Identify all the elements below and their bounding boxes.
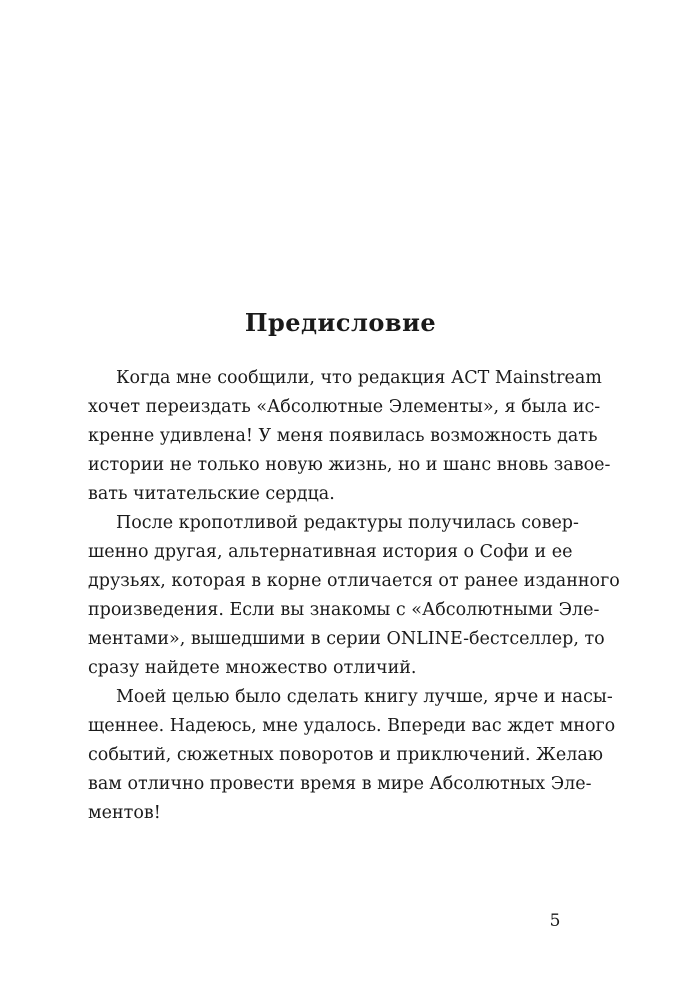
body-text: [88, 364, 620, 828]
paragraph-3-line-1: Моей целью было сделать книгу лучше, ярче и насы-: [116, 687, 613, 707]
paragraph-1-line-2: хочет переиздать «Абсолютные Элементы», я была ис-: [88, 397, 601, 417]
paragraph-1-line-1: Когда мне сообщили, что редакция АСТ Mainstream: [116, 368, 602, 388]
paragraph-3-line-5: ментов!: [88, 803, 161, 823]
paragraph-1-line-3: кренне удивлена! У меня появилась возможность дать: [88, 426, 598, 446]
paragraph-2-line-4: произведения. Если вы знакомы с «Абсолютными Эле-: [88, 600, 600, 620]
paragraph-3-line-3: событий, сюжетных поворотов и приключений. Желаю: [88, 745, 603, 765]
paragraph-2-line-6: сразу найдете множество отличий.: [88, 658, 417, 678]
page-number: 5: [549, 911, 561, 931]
paragraph-3-line-4: вам отлично провести время в мире Абсолютных Эле-: [88, 774, 592, 794]
paragraph-1-line-4: истории не только новую жизнь, но и шанс вновь завое-: [88, 455, 611, 475]
paragraph-2-line-1: После кропотливой редактуры получилась совер-: [116, 513, 579, 533]
paragraph-2-line-5: ментами», вышедшими в серии ONLINE-бестселлер, то: [88, 629, 605, 649]
paragraph-1-line-5: вать читательские сердца.: [88, 484, 335, 504]
chapter-title: Предисловие: [244, 308, 437, 337]
paragraph-2-line-2: шенно другая, альтернативная история о Софи и ее: [88, 542, 573, 562]
paragraph-2-line-3: друзьях, которая в корне отличается от ранее изданного: [88, 571, 620, 591]
paragraph-3-line-2: щеннее. Надеюсь, мне удалось. Впереди вас ждет много: [88, 716, 616, 736]
